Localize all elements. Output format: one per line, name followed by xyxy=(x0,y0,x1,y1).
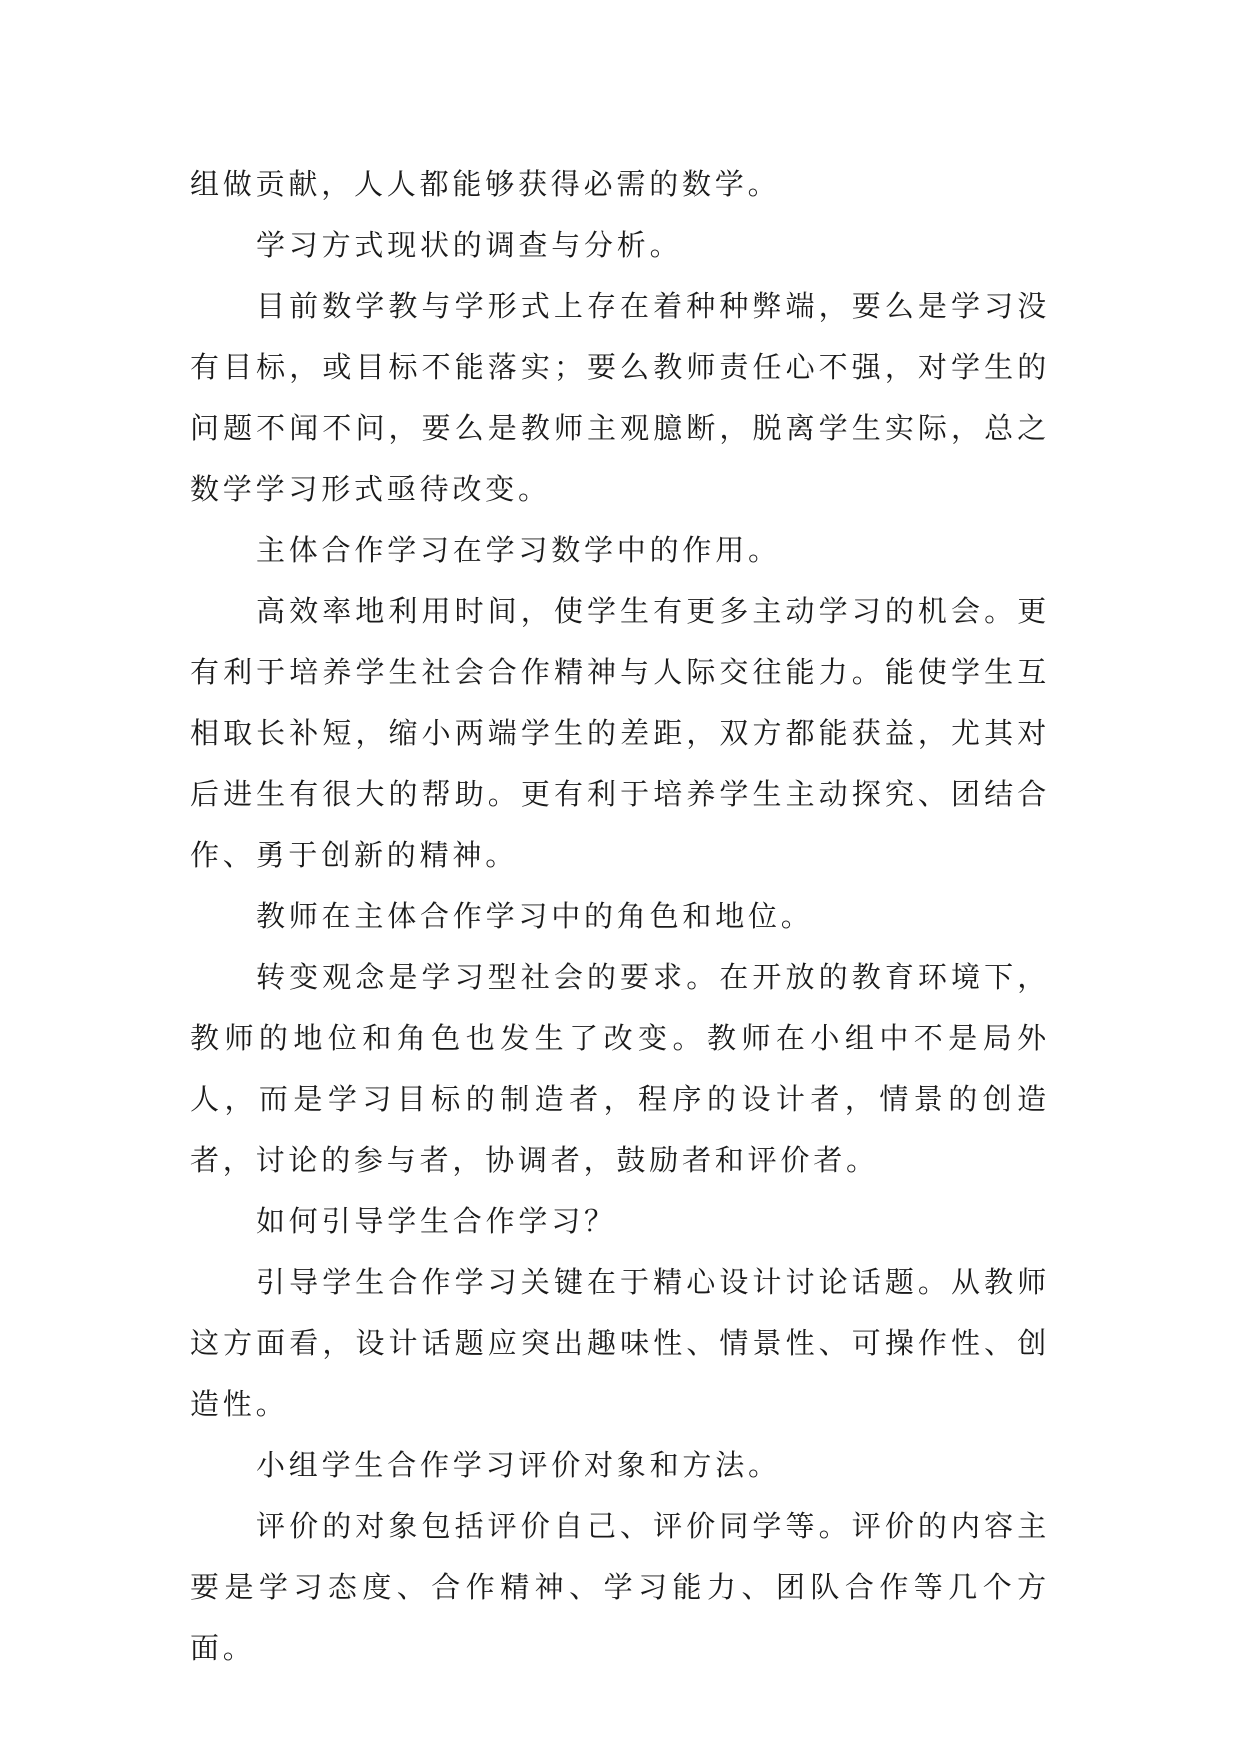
paragraph: 组做贡献，人人都能够获得必需的数学。 xyxy=(190,167,781,201)
paragraph: 引导学生合作学习关键在于精心设计讨论话题。从教师这方面看，设计话题应突出趣味性、情景性、可操作性、创造性。 xyxy=(190,1265,1050,1421)
document-body xyxy=(190,154,1050,1679)
section-heading: 主体合作学习在学习数学中的作用。 xyxy=(256,533,781,567)
paragraph: 目前数学教与学形式上存在着种种弊端，要么是学习没有目标，或目标不能落实；要么教师责任心不强，对学生的问题不闻不问，要么是教师主观臆断，脱离学生实际，总之数学学习形式亟待改变。 xyxy=(190,289,1050,506)
section-heading: 学习方式现状的调查与分析。 xyxy=(256,228,683,262)
paragraph: 高效率地利用时间，使学生有更多主动学习的机会。更有利于培养学生社会合作精神与人际交往能力。能使学生互相取长补短，缩小两端学生的差距，双方都能获益，尤其对后进生有很大的帮助。更有利于培养学生主动探究、团结合作、勇于创新的精神。 xyxy=(190,594,1050,872)
section-heading: 如何引导学生合作学习？ xyxy=(256,1204,617,1238)
paragraph: 转变观念是学习型社会的要求。在开放的教育环境下，教师的地位和角色也发生了改变。教师在小组中不是局外人，而是学习目标的制造者，程序的设计者，情景的创造者，讨论的参与者，协调者，鼓励者和评价者。 xyxy=(190,960,1050,1177)
section-heading: 教师在主体合作学习中的角色和地位。 xyxy=(256,899,814,933)
section-heading: 小组学生合作学习评价对象和方法。 xyxy=(256,1448,781,1482)
paragraph: 评价的对象包括评价自己、评价同学等。评价的内容主要是学习态度、合作精神、学习能力、团队合作等几个方面。 xyxy=(190,1509,1050,1665)
